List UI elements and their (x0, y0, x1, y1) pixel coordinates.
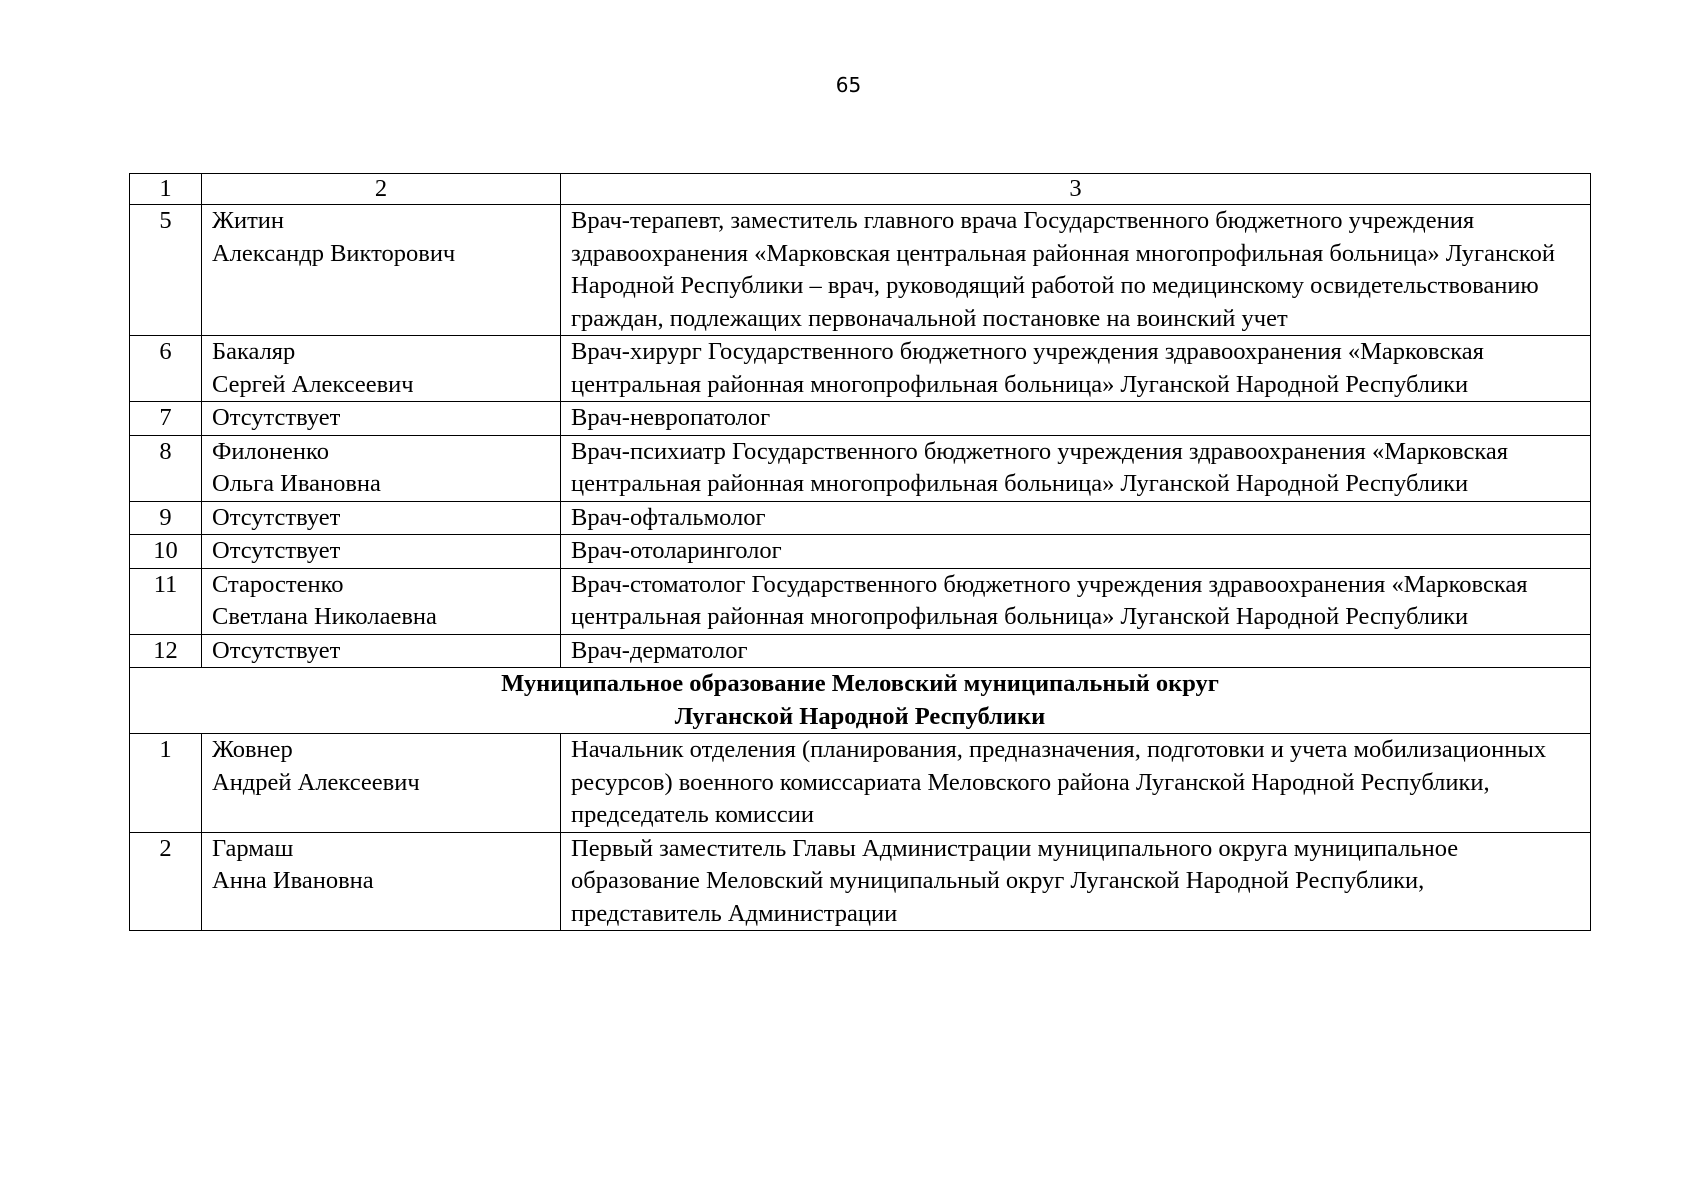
table-row (130, 336, 1591, 402)
member-position: Врач-психиатр Государственного бюджетного учреждения здравоохранения «Марковская центральная районная многопрофильная больница» Луганской Народной Республики (561, 435, 1591, 501)
row-number: 11 (130, 568, 202, 634)
member-surname: Бакаляр (212, 338, 296, 365)
table-body (130, 174, 1591, 931)
commission-table (129, 173, 1591, 931)
header-col-number: 1 (130, 174, 202, 205)
row-number: 8 (130, 435, 202, 501)
table-row (130, 832, 1591, 931)
member-position: Врач-отоларинголог (561, 535, 1591, 569)
member-name (202, 336, 561, 402)
row-number: 10 (130, 535, 202, 569)
member-given-names: Александр Викторович (212, 239, 456, 267)
member-position: Врач-офтальмолог (561, 501, 1591, 535)
member-name (202, 568, 561, 634)
member-given-names: Анна Ивановна (212, 867, 374, 894)
section-row (130, 668, 1591, 734)
member-name (202, 205, 561, 336)
member-position: Врач-терапевт, заместитель главного врача Государственного бюджетного учреждения здравоохранения «Марковская центральная районная многопрофильная больница» Луганской Народной Республики – врач, руководящий работой по медицинскому освидетельствованию граждан, подлежащих первоначальной постановке на воинский учет (561, 205, 1591, 336)
row-number: 2 (130, 832, 202, 931)
member-surname: Жовнер (212, 736, 293, 763)
table-row (130, 205, 1591, 336)
member-surname: Отсутствует (212, 636, 341, 664)
member-name (202, 501, 561, 535)
member-given-names: Светлана Николаевна (212, 603, 437, 630)
member-surname: Отсутствует (212, 537, 341, 564)
row-number: 6 (130, 336, 202, 402)
member-name (202, 634, 561, 668)
member-surname: Отсутствует (212, 503, 341, 531)
row-number: 7 (130, 402, 202, 436)
header-col-name: 2 (202, 174, 561, 205)
member-given-names: Андрей Алексеевич (212, 768, 420, 796)
header-col-position: 3 (561, 174, 1591, 205)
member-name (202, 402, 561, 436)
member-position: Врач-хирург Государственного бюджетного учреждения здравоохранения «Марковская центральная районная многопрофильная больница» Луганской Народной Республики (561, 336, 1591, 402)
member-surname: Старостенко (212, 570, 344, 598)
table-row (130, 734, 1591, 833)
table-row (130, 402, 1591, 436)
member-surname: Житин (212, 207, 284, 234)
section-heading (130, 668, 1591, 734)
member-name (202, 435, 561, 501)
member-given-names: Сергей Алексеевич (212, 370, 414, 398)
row-number: 9 (130, 501, 202, 535)
member-surname: Отсутствует (212, 404, 341, 431)
member-given-names: Ольга Ивановна (212, 470, 381, 497)
member-position: Врач-стоматолог Государственного бюджетного учреждения здравоохранения «Марковская центральная районная многопрофильная больница» Луганской Народной Республики (561, 568, 1591, 634)
row-number: 12 (130, 634, 202, 668)
member-name (202, 734, 561, 833)
member-surname: Гармаш (212, 834, 294, 862)
table-row (130, 535, 1591, 569)
section-heading-line1: Муниципальное образование Меловский муниципальный округ (501, 670, 1219, 697)
member-position: Первый заместитель Главы Администрации муниципального округа муниципальное образование Меловский муниципальный округ Луганской Народной Республики, представитель Администрации (561, 832, 1591, 931)
table-row (130, 634, 1591, 668)
member-name (202, 832, 561, 931)
member-position: Врач-невропатолог (561, 402, 1591, 436)
row-number: 5 (130, 205, 202, 336)
row-number: 1 (130, 734, 202, 833)
table-row (130, 568, 1591, 634)
member-surname: Филоненко (212, 437, 329, 465)
member-position: Врач-дерматолог (561, 634, 1591, 668)
page-number: 65 (835, 73, 862, 97)
header-row (130, 174, 1591, 205)
table-row (130, 435, 1591, 501)
section-heading-line2: Луганской Народной Республики (674, 702, 1046, 730)
member-position: Начальник отделения (планирования, предназначения, подготовки и учета мобилизационных ресурсов) военного комиссариата Меловского района Луганской Народной Республики, председатель комиссии (561, 734, 1591, 833)
member-name (202, 535, 561, 569)
table-row (130, 501, 1591, 535)
